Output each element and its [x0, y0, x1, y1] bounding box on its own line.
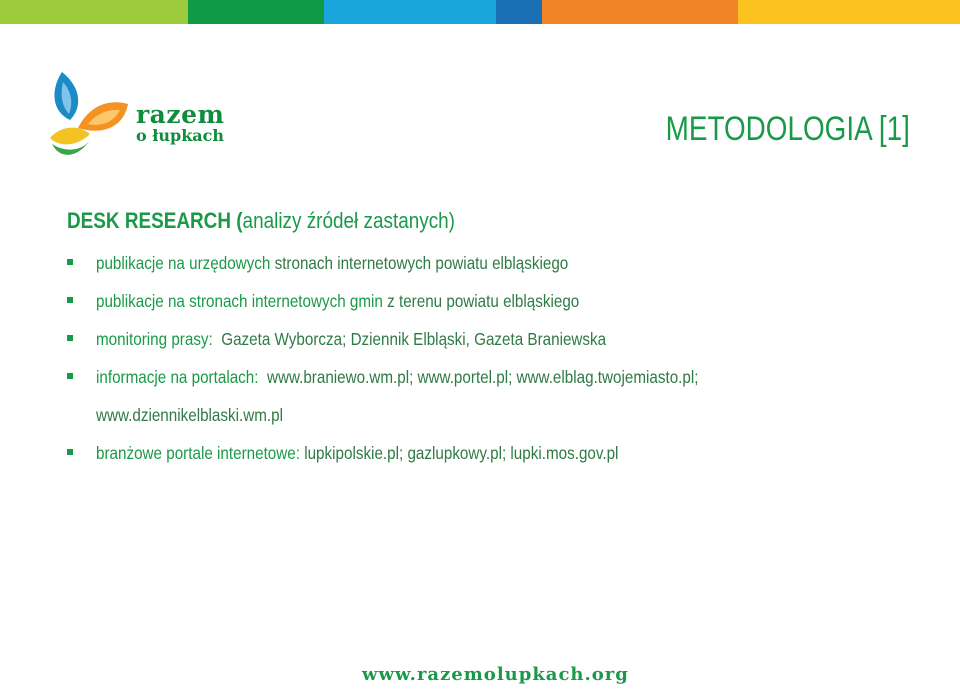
- item-rest: stronach internetowych powiatu elbląskiego: [270, 253, 569, 273]
- leaf-logo-icon: [48, 68, 134, 160]
- item-lead: informacje na portalach:: [96, 367, 267, 387]
- item-rest: z terenu powiatu elbląskiego: [382, 291, 580, 311]
- section-heading-bold: DESK RESEARCH (: [67, 208, 243, 233]
- bullet-icon: [67, 373, 73, 379]
- list-item: [67, 434, 927, 472]
- logo-line2: o łupkach: [136, 126, 225, 145]
- logo-text: [136, 102, 224, 144]
- item-lead: publikacje na stronach internetowych gmin: [96, 291, 383, 311]
- section-heading: [67, 208, 807, 234]
- list-item: [67, 282, 927, 320]
- list-item: [67, 358, 927, 434]
- item-lead: monitoring prasy:: [96, 329, 222, 349]
- slide-title: METODOLOGIA [1]: [665, 110, 910, 148]
- logo: [48, 68, 248, 160]
- source-list: [67, 244, 927, 472]
- list-item: [67, 244, 927, 282]
- bullet-icon: [67, 335, 73, 341]
- logo-leaf-yellow: [50, 128, 90, 145]
- bullet-icon: [67, 259, 73, 265]
- color-bar-yellow: [738, 0, 960, 24]
- color-bar-green: [188, 0, 324, 24]
- color-bar-blue: [496, 0, 542, 24]
- item-lead: publikacje na urzędowych: [96, 253, 271, 273]
- footer-url: www.razemolupkach.org: [362, 664, 629, 685]
- section-heading-light: analizy źródeł zastanych): [242, 208, 455, 233]
- content-area: [67, 208, 927, 472]
- color-bar-sky: [324, 0, 496, 24]
- logo-line1: razem: [136, 100, 225, 129]
- color-bar-orange: [542, 0, 738, 24]
- bullet-icon: [67, 449, 73, 455]
- top-color-bar: [0, 0, 960, 24]
- item-rest-continued: www.dziennikelblaski.wm.pl: [96, 405, 284, 425]
- color-bar-lime: [0, 0, 188, 24]
- bullet-icon: [67, 297, 73, 303]
- item-rest: www.braniewo.wm.pl; www.portel.pl; www.elblag.twojemiasto.pl;: [266, 367, 699, 387]
- item-lead: branżowe portale internetowe:: [96, 443, 300, 463]
- list-item: [67, 320, 927, 358]
- item-rest: Gazeta Wyborcza; Dziennik Elbląski, Gazeta Braniewska: [221, 329, 607, 349]
- item-rest: lupkipolskie.pl; gazlupkowy.pl; lupki.mos.gov.pl: [299, 443, 619, 463]
